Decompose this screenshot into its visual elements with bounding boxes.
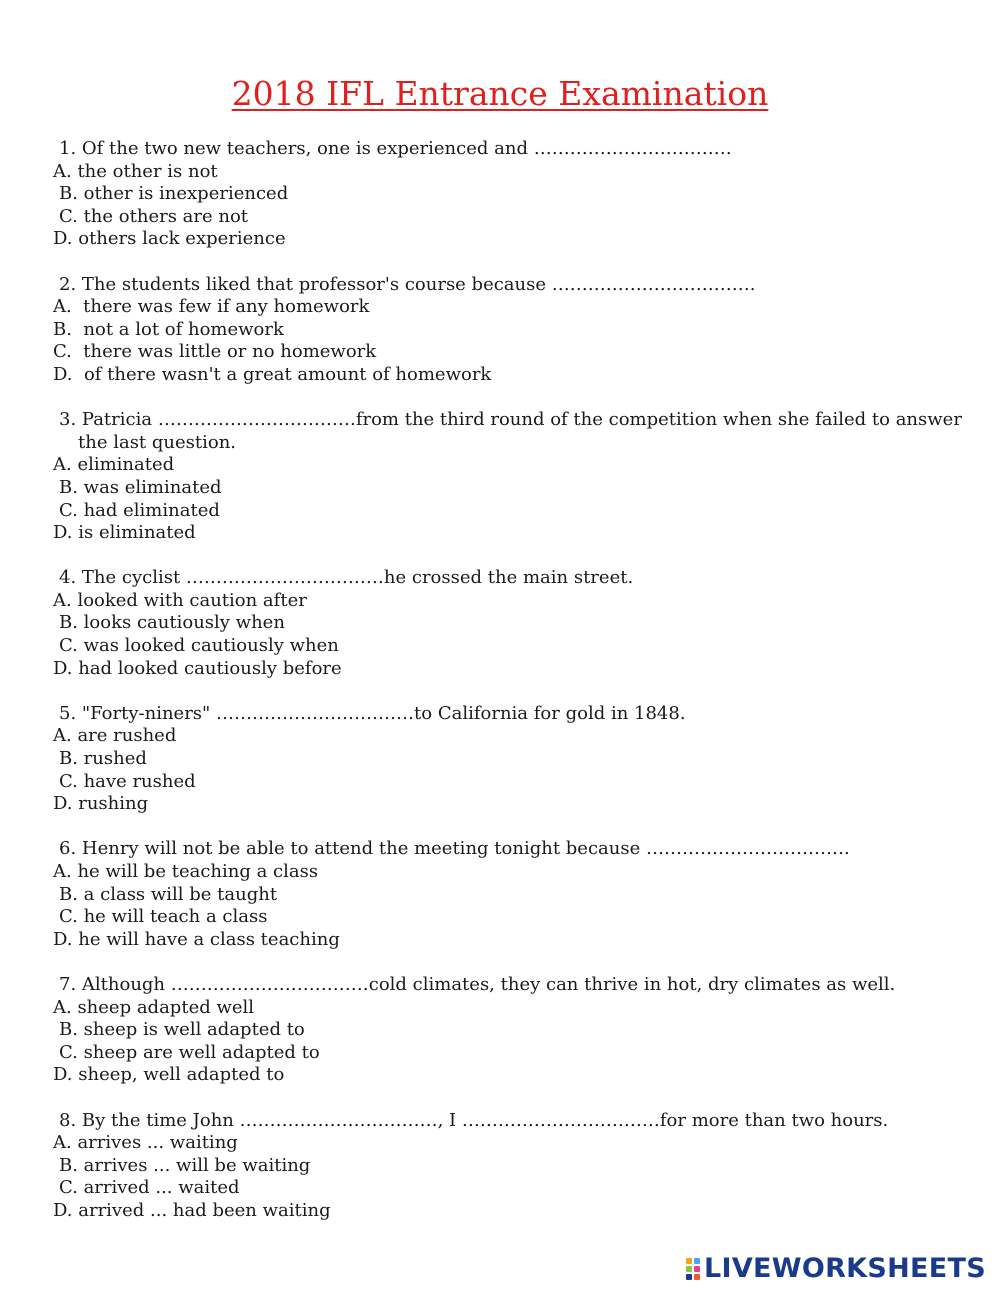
option-d: D. others lack experience [53, 228, 286, 250]
option-b: B. not a lot of homework [53, 318, 284, 340]
option-a: A. there was few if any homework [53, 296, 370, 318]
question-3 [0, 409, 1000, 545]
liveworksheets-logo [686, 1254, 986, 1284]
question-7 [0, 974, 1000, 1087]
question-stem: 1. Of the two new teachers, one is experienced and …………………………… [59, 138, 732, 159]
question-8 [0, 1110, 1000, 1223]
question-stem: 3. Patricia ……………………………from the third round of the competition when she failed to answer [59, 409, 962, 431]
question-stem: 6. Henry will not be able to attend the meeting tonight because ……………………………. [59, 838, 850, 860]
option-c: C. was looked cautiously when [59, 635, 339, 657]
logo-text: LIVEWORKSHEETS [703, 1253, 986, 1284]
question-2 [0, 274, 1000, 387]
option-c: C. have rushed [59, 770, 196, 792]
option-d: D. rushing [53, 793, 149, 815]
page-title: 2018 IFL Entrance Examination [231, 74, 769, 113]
option-a: A. are rushed [53, 725, 177, 747]
option-b: B. looks cautiously when [59, 612, 285, 634]
option-a: A. arrives ... waiting [53, 1132, 238, 1154]
option-a: A. eliminated [53, 454, 175, 476]
question-stem: 7. Although ……………………………cold climates, they can thrive in hot, dry climates as well. [59, 973, 896, 995]
option-d: D. arrived ... had been waiting [53, 1199, 331, 1221]
question-list [0, 138, 1000, 1245]
option-d: D. he will have a class teaching [53, 928, 340, 950]
option-b: B. arrives ... will be waiting [59, 1154, 311, 1176]
option-d: D. of there wasn't a great amount of homework [53, 363, 492, 385]
option-a: A. sheep adapted well [53, 996, 255, 1018]
question-stem: 5. "Forty-niners" ……………………………to California for gold in 1848. [59, 702, 686, 724]
question-stem: 2. The students liked that professor's course because ……………………………. [59, 273, 756, 295]
liveworksheets-logo-icon [686, 1258, 700, 1280]
option-b: B. sheep is well adapted to [59, 1019, 305, 1041]
option-b: B. other is inexperienced [59, 183, 289, 205]
option-c: C. sheep are well adapted to [59, 1041, 320, 1063]
option-a: A. he will be teaching a class [53, 861, 319, 882]
question-stem: 4. The cyclist ……………………………he crossed the main street. [59, 567, 634, 589]
question-5 [0, 703, 1000, 816]
question-stem: 8. By the time John ……………………………, I ……………………………for more than two hours. [59, 1109, 889, 1131]
option-c: C. had eliminated [59, 499, 220, 521]
option-d: D. sheep, well adapted to [53, 1064, 285, 1086]
question-1 [0, 138, 1000, 251]
option-a: A. the other is not [53, 160, 218, 182]
option-d: D. is eliminated [53, 522, 196, 544]
option-c: C. he will teach a class [59, 906, 268, 928]
option-a: A. looked with caution after [53, 589, 307, 611]
option-b: B. rushed [59, 748, 147, 770]
option-d: D. had looked cautiously before [53, 657, 342, 679]
option-c: C. there was little or no homework [53, 341, 377, 363]
option-b: B. was eliminated [59, 476, 222, 498]
option-c: C. the others are not [59, 205, 249, 227]
question-4 [0, 567, 1000, 680]
option-c: C. arrived ... waited [59, 1177, 240, 1199]
option-b: B. a class will be taught [59, 883, 278, 905]
question-stem-continuation: the last question. [78, 431, 237, 453]
question-6 [0, 838, 1000, 951]
